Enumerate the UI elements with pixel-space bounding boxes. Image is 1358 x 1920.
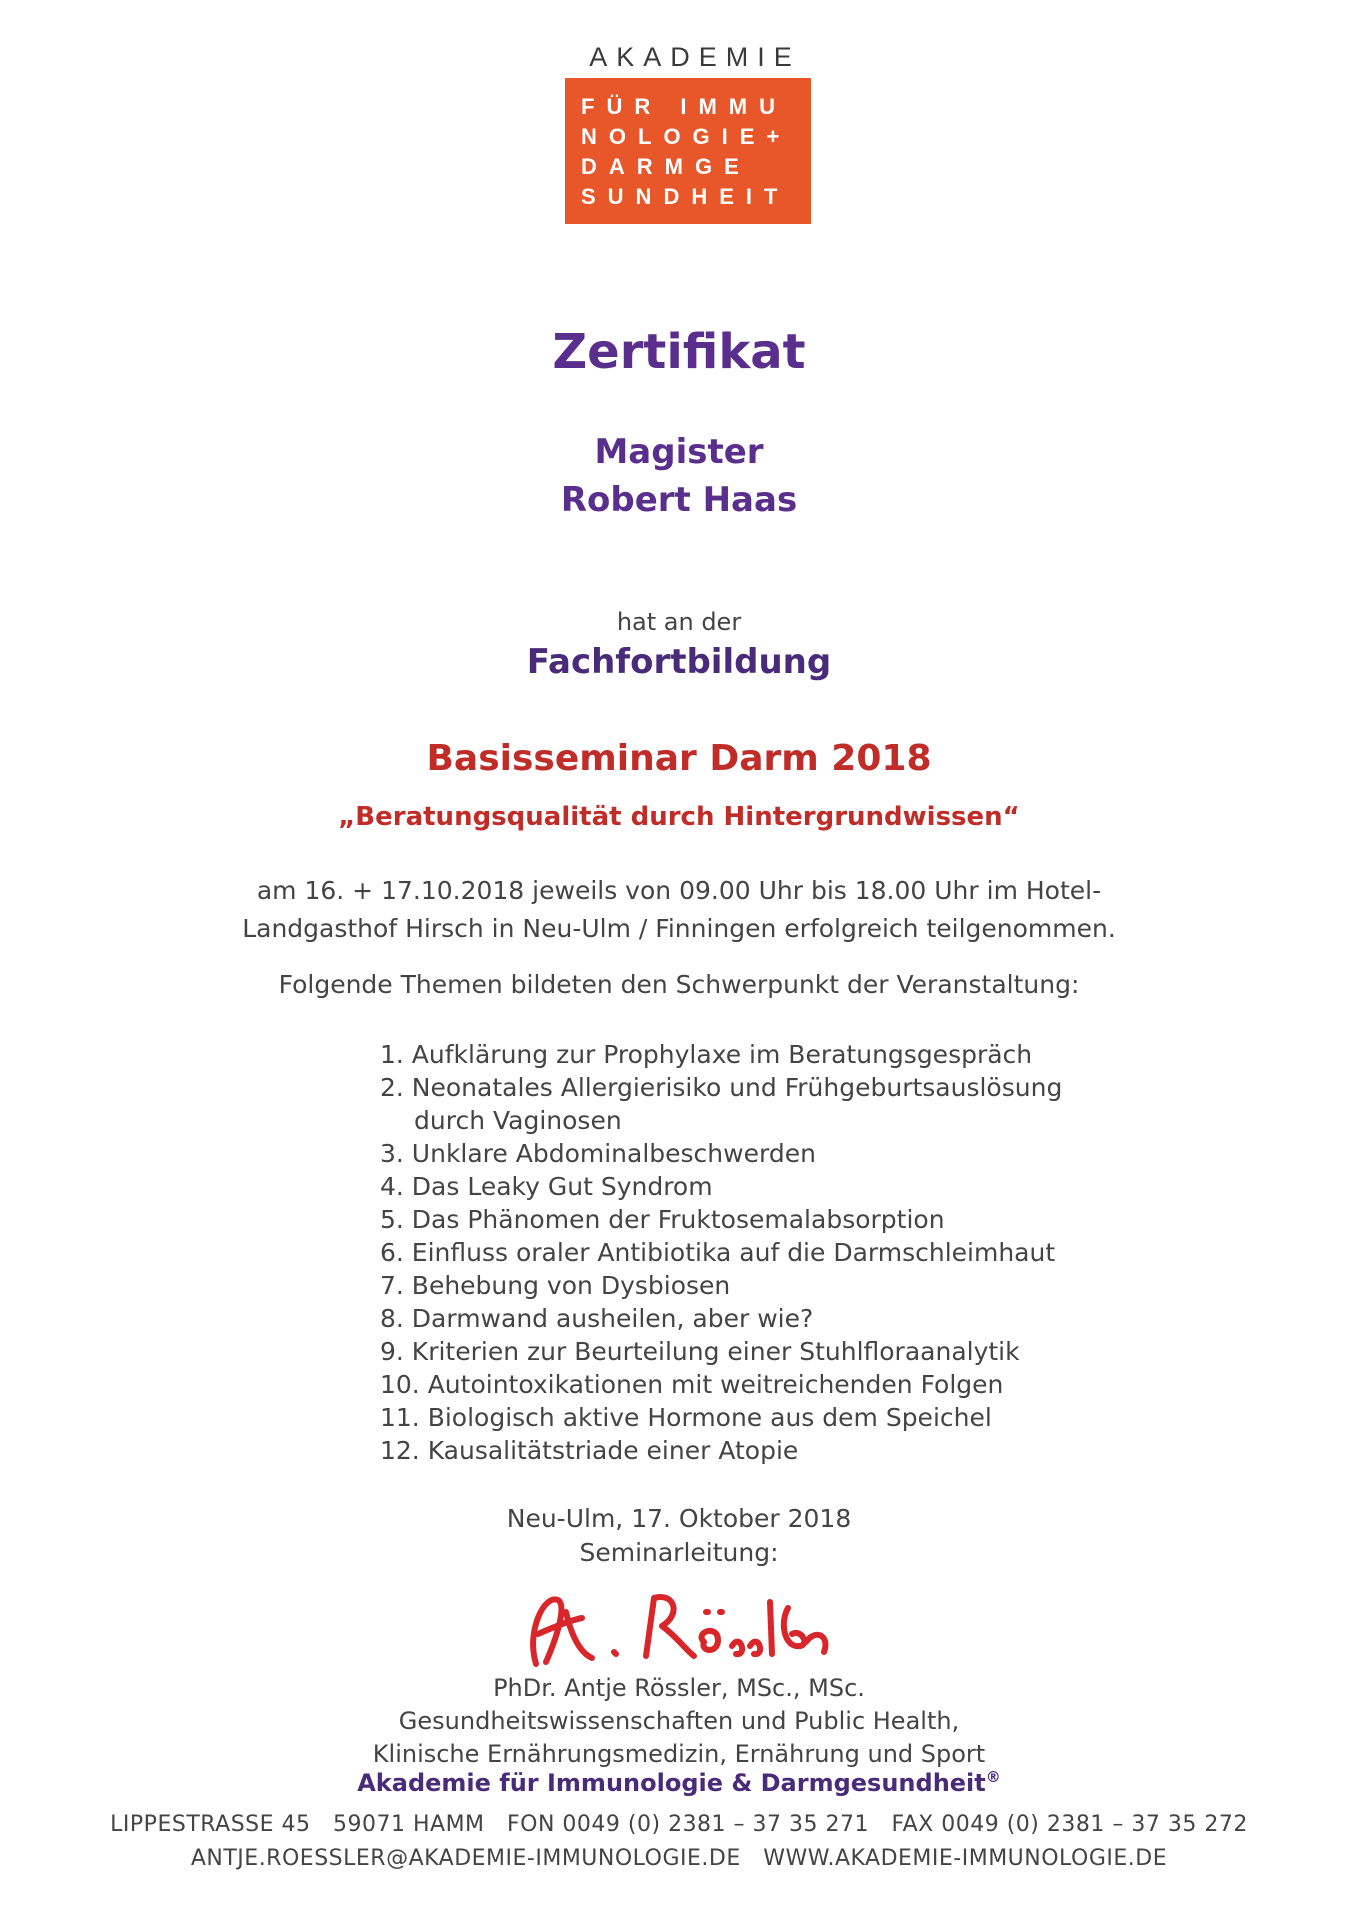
signer-name: PhDr. Antje Rössler, MSc., MSc. — [493, 1674, 865, 1702]
list-item: 2. Neonatales Allergierisiko und Frühgeburtsauslösung — [380, 1073, 1063, 1102]
list-item: 9. Kriterien zur Beurteilung einer Stuhlfloraanalytik — [380, 1337, 1020, 1366]
footer-address: LIPPESTRASSE 45 59071 HAMM FON 0049 (0) 2381 – 37 35 271 FAX 0049 (0) 2381 – 37 35 272 — [110, 1812, 1248, 1837]
logo-box — [565, 78, 811, 224]
logo-line: FÜR IMMU — [581, 94, 787, 119]
seminar-lead-label: Seminarleitung: — [579, 1538, 779, 1567]
signature-stroke — [770, 1602, 825, 1654]
signature-stroke — [533, 1599, 592, 1664]
course-type: Fachfortbildung — [526, 642, 832, 682]
intro-text: hat an der — [616, 608, 742, 636]
list-item: 6. Einfluss oraler Antibiotika auf die Darmschleimhaut — [380, 1238, 1056, 1267]
list-item: 1. Aufklärung zur Prophylaxe im Beratungsgespräch — [380, 1040, 1033, 1069]
list-item: 12. Kausalitätstriade einer Atopie — [380, 1436, 799, 1465]
signature-stroke — [614, 1652, 616, 1654]
list-item: 5. Das Phänomen der Fruktosemalabsorption — [380, 1205, 945, 1234]
signature-stroke — [732, 1642, 760, 1655]
place-date: Neu-Ulm, 17. Oktober 2018 — [506, 1504, 852, 1533]
recipient-block — [0, 428, 1358, 524]
signer-qualification: Gesundheitswissenschaften und Public Health, — [398, 1707, 960, 1735]
detail-line: Landgasthof Hirsch in Neu-Ulm / Finningen erfolgreich teilgenommen. — [242, 914, 1116, 943]
detail-line: am 16. + 17.10.2018 jeweils von 09.00 Uhr bis 18.00 Uhr im Hotel- — [256, 876, 1102, 905]
signer-block — [0, 1672, 1358, 1771]
signature-stroke — [646, 1597, 694, 1656]
logo-line: NOLOGIE+ — [581, 124, 792, 149]
list-item: 3. Unklare Abdominalbeschwerden — [380, 1139, 816, 1168]
footer-web: ANTJE.ROESSLER@AKADEMIE-IMMUNOLOGIE.DE WWW.AKADEMIE-IMMUNOLOGIE.DE — [190, 1846, 1168, 1871]
list-item: 10. Autointoxikationen mit weitreichenden Folgen — [380, 1370, 1004, 1399]
list-item: 7. Behebung von Dysbiosen — [380, 1271, 731, 1300]
seminar-details — [0, 872, 1358, 948]
topics-intro: Folgende Themen bildeten den Schwerpunkt der Veranstaltung: — [278, 970, 1080, 999]
logo-top-text: AKADEMIE — [589, 42, 801, 72]
certificate-title: Zertifikat — [552, 324, 806, 380]
list-item: 11. Biologisch aktive Hormone aus dem Speichel — [380, 1403, 992, 1432]
registered-mark: ® — [985, 1768, 1001, 1786]
signature — [496, 1572, 856, 1682]
signer-qualification: Klinische Ernährungsmedizin, Ernährung und Sport — [372, 1740, 986, 1768]
academy-logo — [565, 40, 815, 224]
recipient-title: Magister — [594, 432, 764, 472]
footer-contact — [0, 1808, 1358, 1876]
list-item: durch Vaginosen — [414, 1106, 622, 1135]
seminar-name: Basisseminar Darm 2018 — [426, 738, 932, 779]
recipient-name: Robert Haas — [560, 480, 798, 520]
seminar-subtitle: „Beratungsqualität durch Hintergrundwissen“ — [338, 802, 1020, 832]
signature-stroke — [702, 1612, 722, 1650]
logo-line: DARMGE — [581, 154, 751, 179]
academy-name-text: Akademie für Immunologie & Darmgesundheit — [357, 1769, 986, 1797]
logo-line: SUNDHEIT — [581, 184, 790, 209]
list-item: 8. Darmwand ausheilen, aber wie? — [380, 1304, 814, 1333]
topics-list — [380, 1038, 1062, 1467]
academy-name — [0, 1768, 1358, 1797]
list-item: 4. Das Leaky Gut Syndrom — [380, 1172, 713, 1201]
place-date-block — [0, 1502, 1358, 1570]
